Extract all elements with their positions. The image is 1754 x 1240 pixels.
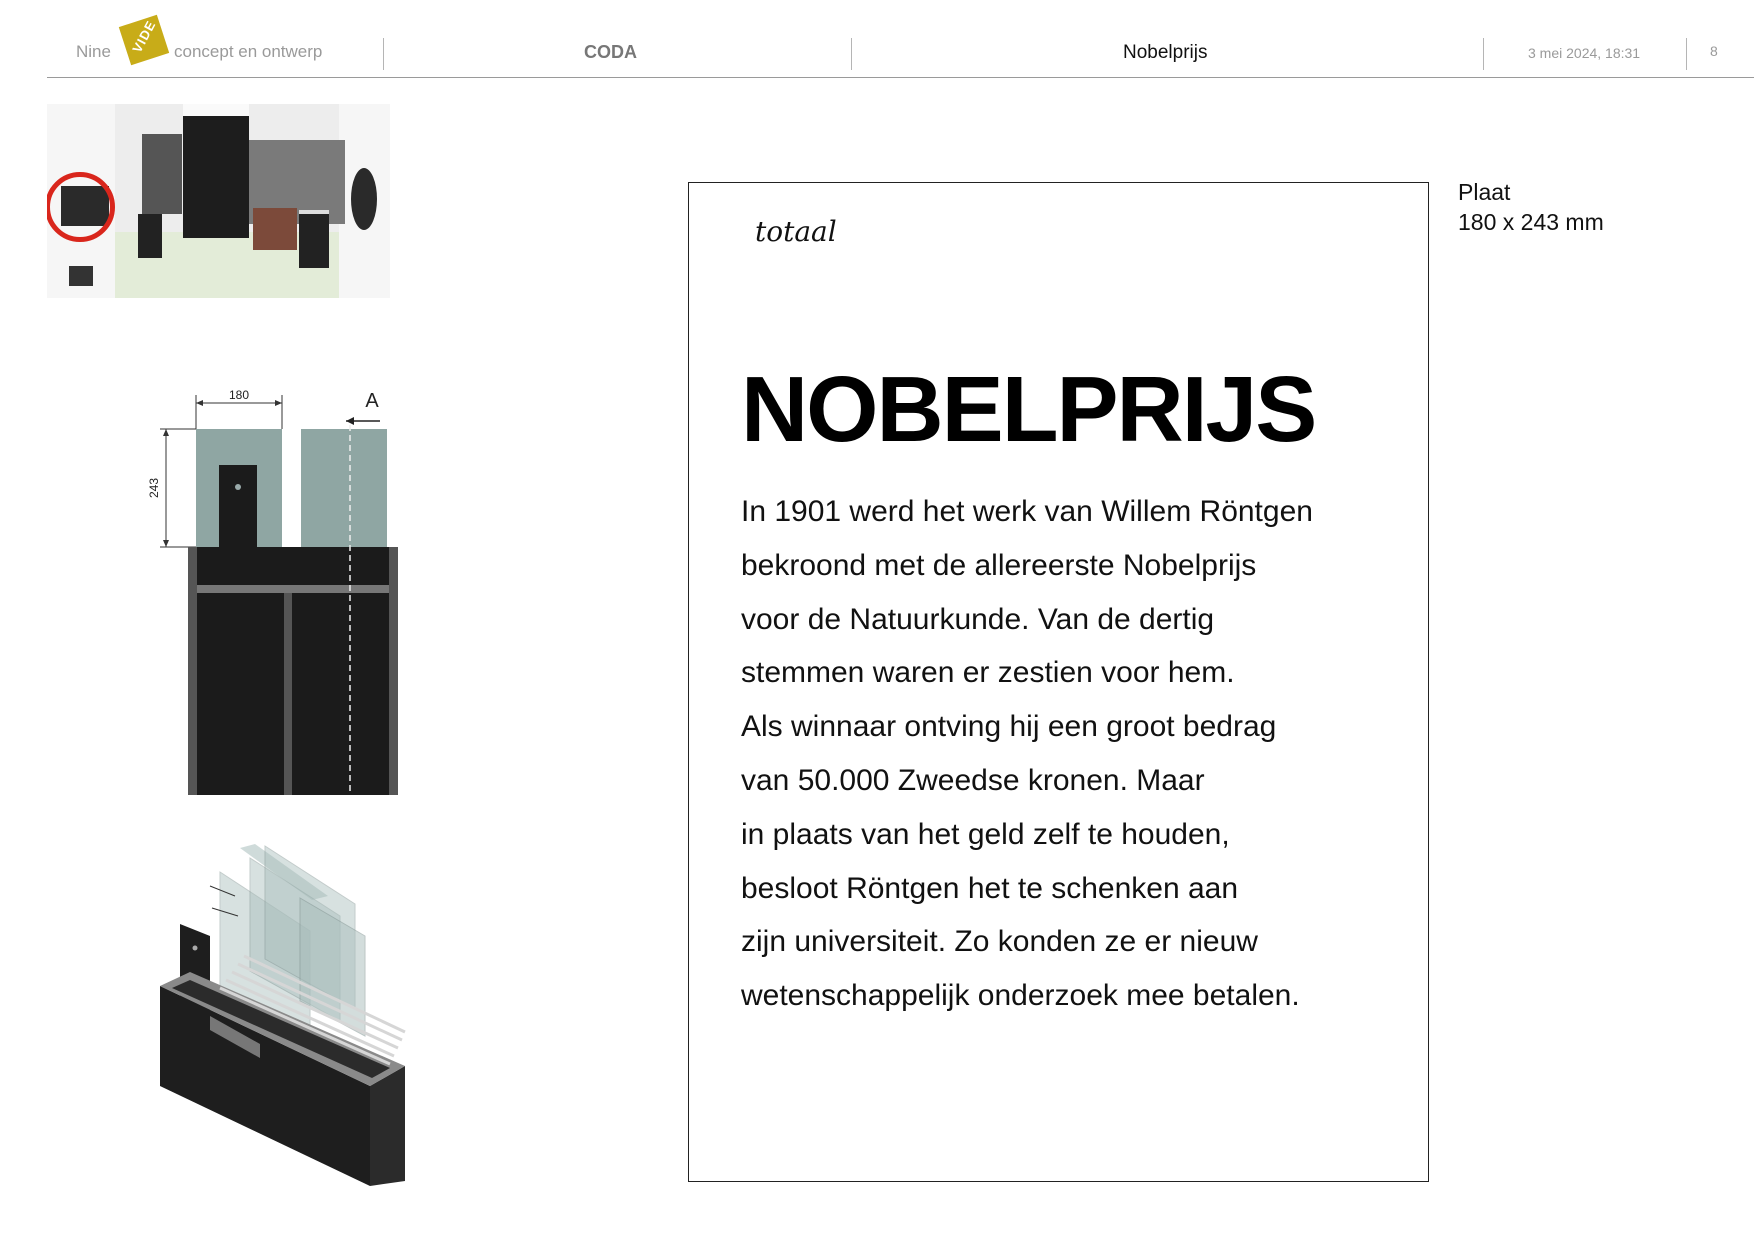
brand-tagline: concept en ontwerp <box>174 42 323 61</box>
front-view-drawing <box>140 385 420 795</box>
header-rule <box>47 77 1754 78</box>
plate-spec-size: 180 x 243 mm <box>1458 209 1604 235</box>
header-divider <box>851 38 852 70</box>
body-line: besloot Röntgen het te schenken aan <box>741 871 1239 905</box>
body-line: In 1901 werd het werk van Willem Röntgen <box>741 495 1313 528</box>
section-marker-label: A <box>365 390 379 412</box>
exhibition-render-image <box>47 104 390 298</box>
plate-spec-label: Plaat <box>1458 179 1511 205</box>
logo-text: VIDE <box>129 17 159 56</box>
document-date: 3 mei 2024, 18:31 <box>1528 45 1641 61</box>
panel-body-text <box>741 485 1401 1023</box>
brand-prefix: Nine <box>76 42 111 61</box>
body-line: bekroond met de allereerste Nobelprijs <box>741 548 1257 582</box>
document-title: Nobelprijs <box>1123 42 1208 63</box>
text-panel-mockup <box>688 182 1429 1182</box>
page-number: 8 <box>1710 43 1718 59</box>
body-line: stemmen waren er zestien voor hem. <box>741 656 1235 690</box>
header-divider <box>1483 38 1484 70</box>
body-line: van 50.000 Zweedse kronen. Maar <box>741 763 1205 797</box>
height-dimension-label: 243 <box>147 477 161 499</box>
body-line: zijn universiteit. Zo konden ze er nieuw <box>741 925 1258 959</box>
body-line: in plaats van het geld zelf te houden, <box>741 817 1230 851</box>
vide-logo-icon <box>118 14 170 66</box>
header-divider <box>1686 38 1687 70</box>
panel-caption: totaal <box>755 215 837 248</box>
body-line: wetenschappelijk onderzoek mee betalen. <box>741 979 1300 1013</box>
body-line: Als winnaar ontving hij een groot bedrag <box>741 710 1277 744</box>
isometric-view-drawing <box>150 836 420 1186</box>
header-divider <box>383 38 384 70</box>
client-name: CODA <box>584 42 637 62</box>
highlight-circle-icon <box>47 172 115 242</box>
width-dimension-label: 180 <box>228 388 250 402</box>
page-header <box>0 0 1754 80</box>
panel-heading: NOBELPRIJS <box>741 357 1316 461</box>
body-line: voor de Natuurkunde. Van de dertig <box>741 602 1215 636</box>
